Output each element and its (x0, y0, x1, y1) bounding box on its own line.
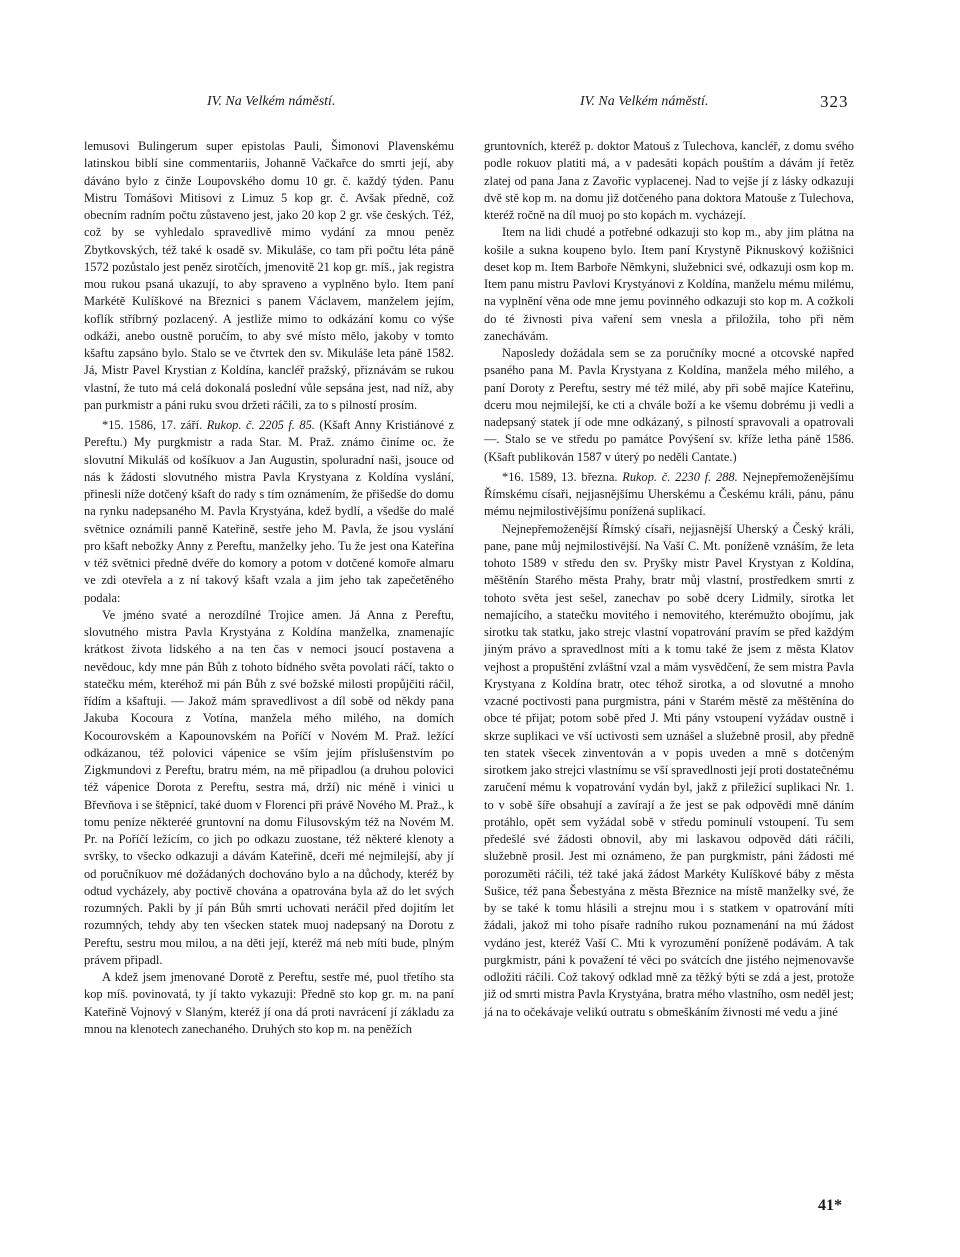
right-column (484, 138, 854, 1021)
manuscript-reference: Rukop. č. 2205 f. 85. (206, 418, 315, 432)
entry-16 (484, 469, 854, 521)
entry-15 (84, 417, 454, 607)
manuscript-reference: Rukop. č. 2230 f. 288. (622, 469, 738, 484)
paragraph: lemusovi Bulingerum super epistolas Pauli, Šimonovi Plavenskému latinskou biblí sine commentariis, Johanně Vačkařce do smrti její, aby dáváno bylo z činže Loupovského domu 10 gr. č. každý týden. Panu Mistru Tomášovi Mitisovi z Limuz 5 kop gr. č. Avšak předně, což obecním radním počtu zůstaveno jest, jako 20 kop 2 gr. vše českých. Též, což by se vyhledalo spravedlivě mimo vydání za mnou peněz Zbytkovských, též také k osadě sv. Mikuláše, co tam při počtu léta páně 1572 pozůstalo jest peněz sirotčích, jmenovitě 21 kop gr. míš., jak registra mou rukou psaná ukazují, to aby spraveno a vyplněno bylo. Item paní Markétě Kulíškové na Březnici s panem Václavem, manželem jejím, koflík stříbrný pozlacený. A jestliže mimo to odkázání komu co výše odkáži, anebo oustně poručím, to aby své místo mělo, jakoby v tomto kšaftu zapsáno bylo. Stalo se ve čtvrtek den sv. Mikuláše leta páně 1582. Já, Mistr Pavel Krystian z Koldína, kancléř pražský, přiznávám se rukou vlastní, že tuto má celá dokonalá poslední vůle sepsána jest, nad níž, aby pan purkmistr a páni ruku svou držeti ráčili, za to s pilností prosím. (84, 139, 454, 412)
running-header-right: IV. Na Velkém náměstí. (580, 94, 709, 109)
paragraph: A kdež jsem jmenované Dorotě z Pereftu, sestře mé, puol třetího sta kop míš. povinovatá, ty jí takto vykazuji: Předně sto kop gr. m. na paní Kateřině Vojnový v Slaným, kteréž jí ona dá proti navrácení jí základu za mnou na klenotech zanechaného. Druhých sto kop m. na peněžích (84, 970, 454, 1036)
entry-heading: *16. 1589, 13. března. (502, 469, 618, 484)
paragraph: Ve jméno svaté a nerozdílné Trojice amen. Já Anna z Pereftu, slovutného mistra Pavla Krystyána z Koldína manželka, znamenajíc krátkost života lidského a na ten čas v nemoci jsoucí postavena a nevědouc, kdy mne pán Bůh z tohoto bídného světa povolati ráčí, takto o statečku mém, kteréhož mi pán Bůh z své božské milosti propůjčiti ráčil, řídím a kšaftuji. — Jakož mám spravedlivost a díl sobě od někdy pana Jakuba Kocoura z Votína, manžela mého milého, na domích Kocourovském a Kapounovském na Poříčí v Novém M. Praž. ležící odkázanou, též polovici vápenice se vším jejím příslušenstvím po Zigkmundovi z Pereftu, bratru mém, na mě připadlou (a druhou polovici též vápenice Dorota z Pereftu, sestra má, drží) nic méně i vinici u Břevňova i se štěpnicí, také duom v Florenci při právě Nového M. Praž., k tomu peníze některéé gruntovní na domu Filusovským též na Novém M. Pr. na Poříčí ležícím, co jich po odkazu zuostane, též některé klenoty a svršky, to všecko odkazuji a dávám Kateřině, dceři mé nejmilejší, aby jí od poručníkuov mé dožádaných dochováno bylo a na důchody, kteréž by odtud vycházely, aby poctivě chována a opatrována byla až do let svých rozumných. Pakli by jí pán Bůh smrti uchovati neráčil před dojitím let rozumných, tehdy aby ten všecken statek muoj nadepsaný na Dorotu z Pereftu, sestru mou milou, a na děti její, kteréž má neb míti bude, plným právem připadl. (84, 607, 454, 967)
entry-text: (Kšaft Anny Kristiánové z Pereftu.) My purgkmistr a rada Star. M. Praž. známo činíme oc. že slovutní Mikuláš od košíkuov a Jan Augustin, spoluradní naši, jsouce od nás k žádosti slovutného mistra Pavla Krystyana z Koldína vyslání, přinesli níže dotčený kšaft do rady s tím oznámením, že přišedše do domu na rynku nadepsaného M. Pavla Krystyána, kdež bydlí, a všedše do malé světnice oznámili panně Kateřině, sestře jeho M. Pavla, že jsou vyslání pro kšaft nebožky Anny z Pereftu, manželky jeho. Tu že jest ona Kateřina v též světnici předně dvéře do komory a potom v dotčené komoře almaru ve zdi otevřela a z ní takový kšaft vzala a jim jeho tak zapečetěného podala: (84, 418, 454, 605)
paragraph: Naposledy dožádala sem se za poručníky mocné a otcovské napřed psaného pana M. Pavla Krystyana z Koldína, manžela mého milého, a paní Doroty z Pereftu, sestry mé též milé, aby při sobě majíce Kateřinu, dceru mou nejmilejší, ke cti a chvále boží a ke všemu dobrému ji vedli a nadepsaný statek jí ode mne odkázaný, s pilností spravovali a opatrovali —. Stalo se ve středu po památce Povýšení sv. kříže letha páně 1586. (Kšaft publikován 1587 v úterý po neděli Cantate.) (484, 346, 854, 464)
paragraph: Item na lidi chudé a potřebné odkazuji sto kop m., aby jim plátna na košile a sukna koupeno bylo. Item paní Krystyně Piknuskový kožišnici deset kop m. Item Barboře Němkyni, služebnici své, odkazuji osm kop m. Item panu mistru Pavlovi Krystyánovi z Koldína, manželu mému milému, na vyplnění věna ode mne jemu povinného odkazuji sto kop m. A cožkoli do té živnosti piva vaření sem vnesla a přiložila, toho při něm zanechávám. (484, 225, 854, 343)
paragraph: gruntovních, kteréž p. doktor Matouš z Tulechova, kancléř, z domu svého podle rokuov platiti má, a v padesáti kopách pouštím a dávám jí řetěz zlatej od pana Jana z Zavořic vyplacenej. Nad to vejše jí z lásky odkazuji dvě stě kop m. na domu již dotčeného pana doktora Matouše z Tulechova, kteréž ročně na díl muoj po sto kopách m. vycházejí. (484, 139, 854, 222)
entry-text: Nejnepřemoženějšímu Římskému císaři, nejjasnějšímu Uherskému a Českému králi, pánu, pánu mému nejmilostivějšímu ponížená suplikací. (484, 469, 854, 519)
left-column (84, 138, 454, 1038)
page-number: 323 (820, 92, 849, 111)
running-header-left: IV. Na Velkém náměstí. (207, 94, 336, 109)
signature-mark: 41* (818, 1197, 842, 1214)
paragraph: Nejnepřemoženější Římský císaři, nejjasnější Uherský a Český králi, pane, pane můj nejmilostivější. Na Vaší C. Mt. poníženě vznáším, že leta tohoto 1589 v středu den sv. Pryšky mistr Pavel Krystyan z Koldína, měštěnín Starého města Prahy, bratr můj vlastní, prostředkem smrti z tohoto světa jest sešel, zanechav po sobě dcery Lidmily, sirotka let nemajícího, a statečku movitého i nemovitého, kterémužto obojímu, jak sirotku tak statku, jako strejc vlastní vopatrování pravím se před každým jiným právo a spravedlnost míti a k tomu také že jsem z města Klatov vejhost a propuštění zvláštní vzal a mám vysvědčení, že sem mistra Pavla Krystyana z Koldína bratr, otec téhož sirotka, a od slovutné a mnoho vzacné poctivosti pana purgmistra, páni v Starém městě za měštěnína do obce té přijat; potom sobě před J. Mti pány vstoupení vyžádav oustně i skrze suplikaci ve vší uctivosti sem uznášel a služebně prosil, aby předně ten statek všecek zinventován a v popis uveden a mně s dotčeným sirotkem jako strejci vlastnímu se vší spravedlnosti její proti dostatečnému zaručení mému k vopatrování vydán byl, jakž z přiležicí suplikaci Nr. 1. to v sobě šíře obsahují a zavírají a že jest se pak odpovědi mně dáním protáhlo, opět sem vyžádal sobě v středu pominulí vstoupení. Tu sem předešlé své žádosti obnovil, aby mi laskavou odpověd dáti ráčili, služebně prosil. Jest mi oznámeno, že pan purgkmistr, páni žádosti mé porozuměti ráčili, též také jaká žádost Markéty Kulíškové báby z města Sušice, též pana Šebestyána z města Březnice na místě manželky své, že by se také k tomu hlásili a strejnu mou i s statkem v opatrování míti žádali, jakož mi toho písaře radního rukou poznamenání na mú žádost vydáno jest, kteréž Vaší C. Mti k vyrozumění poníženě podávám. A tak purgkmistr, páni k považení té věci po svátcích dne jistého nejmenovavše odložiti ráčili. Což takový odklad mně za těžký býti se zdá a jest, protože již od smrti mistra Pavla Krystyána, bratra mého vlastního, osm neděl jest; já na to očekávaje velikú outratu s obmeškáním živnosti mé vedu a jiné (484, 521, 854, 1019)
entry-heading: *15. 1586, 17. září. (102, 418, 203, 432)
